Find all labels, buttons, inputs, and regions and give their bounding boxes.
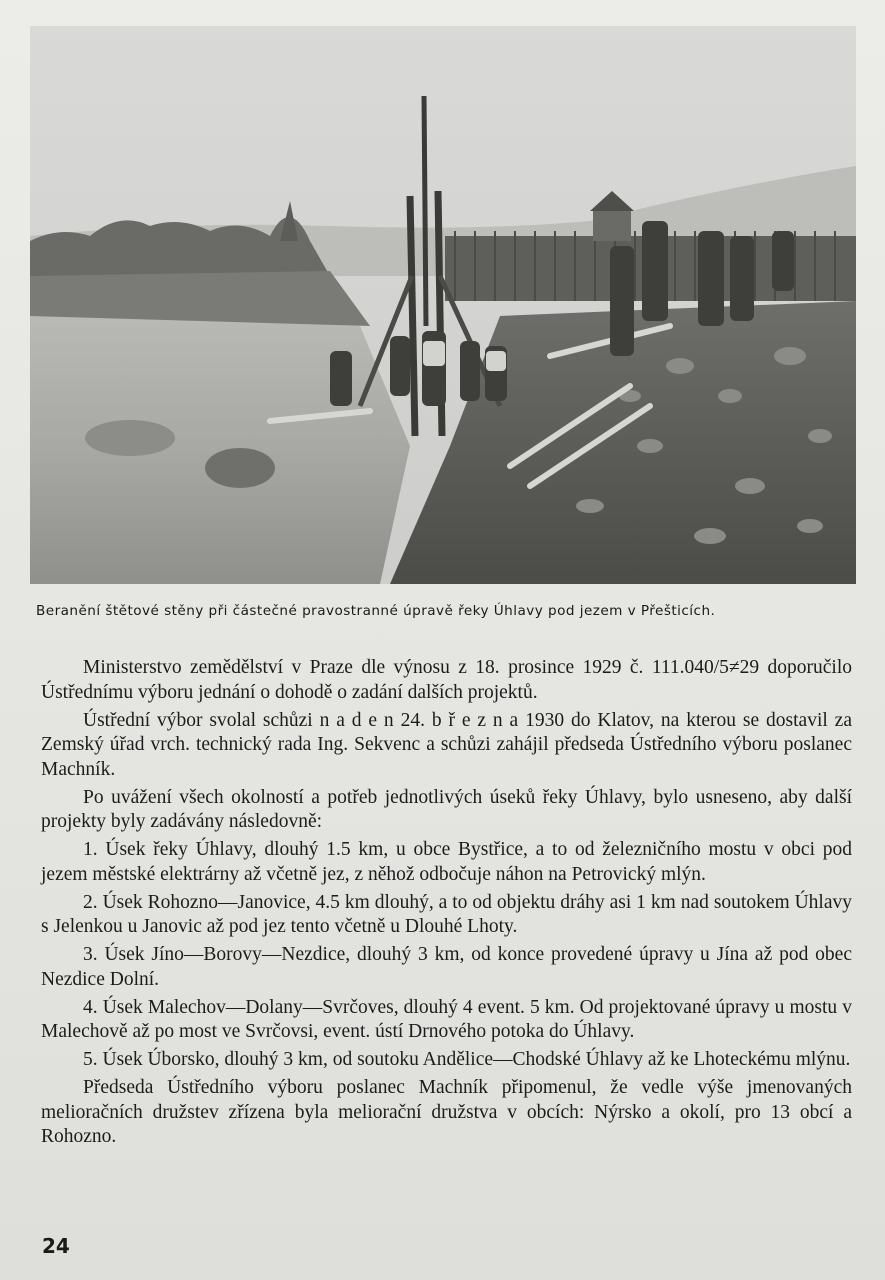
paragraph: Po uvážení všech okolností a potřeb jednotlivých úseků řeky Úhlavy, bylo usneseno, aby další projekty byly zadávány následovně: [41,786,852,832]
paragraph: Ministerstvo zemědělství v Praze dle výnosu z 18. prosince 1929 č. 111.040/5≠29 doporučilo Ústřednímu výboru jednání o dohodě o zadání dalších projektů. [41,657,852,703]
paragraph: 4. Úsek Malechov—Dolany—Svrčoves, dlouhý 4 event. 5 km. Od projektované úpravy u mostu v Malechově až po most ve Svrčovsi, event. ústí Drnového potoka do Úhlavy. [41,996,852,1042]
paragraph: 5. Úsek Úborsko, dlouhý 3 km, od soutoku Andělice—Chodské Úhlavy až ke Lhoteckému mlýnu. [83,1049,851,1070]
page-number: 24 [42,1234,70,1258]
paragraph: Předseda Ústředního výboru poslanec Machník připomenul, že vedle výše jmenovaných melioračních družstev zřízena byla meliorační družstva v obcích: Nýrsko a okolí, pro 13 obcí a Rohozno. [41,1077,852,1147]
body-text [41,656,852,1153]
paragraph: 1. Úsek řeky Úhlavy, dlouhý 1.5 km, u obce Bystřice, a to od železničního mostu v obci pod jezem městské elektrárny až včetně jez, z něhož odbočuje náhon na Petrovický mlýn. [41,839,852,885]
photo-caption: Beranění štětové stěny při částečné pravostranné úpravě řeky Úhlavy pod jezem v Přešticích. [36,603,716,619]
paragraph: Ústřední výbor svolal schůzi n a d e n 24. b ř e z n a 1930 do Klatov, na kterou se dostavil za Zemský úřad vrch. technický rada Ing. Sekvenc a schůzi zahájil předseda Ústředního výboru poslanec Machník. [41,709,852,780]
photo-illustration [30,26,856,584]
paragraph: 2. Úsek Rohozno—Janovice, 4.5 km dlouhý, a to od objektu dráhy asi 1 km nad soutokem Úhlavy s Jelenkou u Janovic až pod jez tento včetně u Dlouhé Lhoty. [41,891,852,937]
paragraph: 3. Úsek Jíno—Borovy—Nezdice, dlouhý 3 km, od konce provedené úpravy u Jína až pod obec Nezdice Dolní. [41,944,852,990]
photograph-pile-driving [30,26,856,584]
